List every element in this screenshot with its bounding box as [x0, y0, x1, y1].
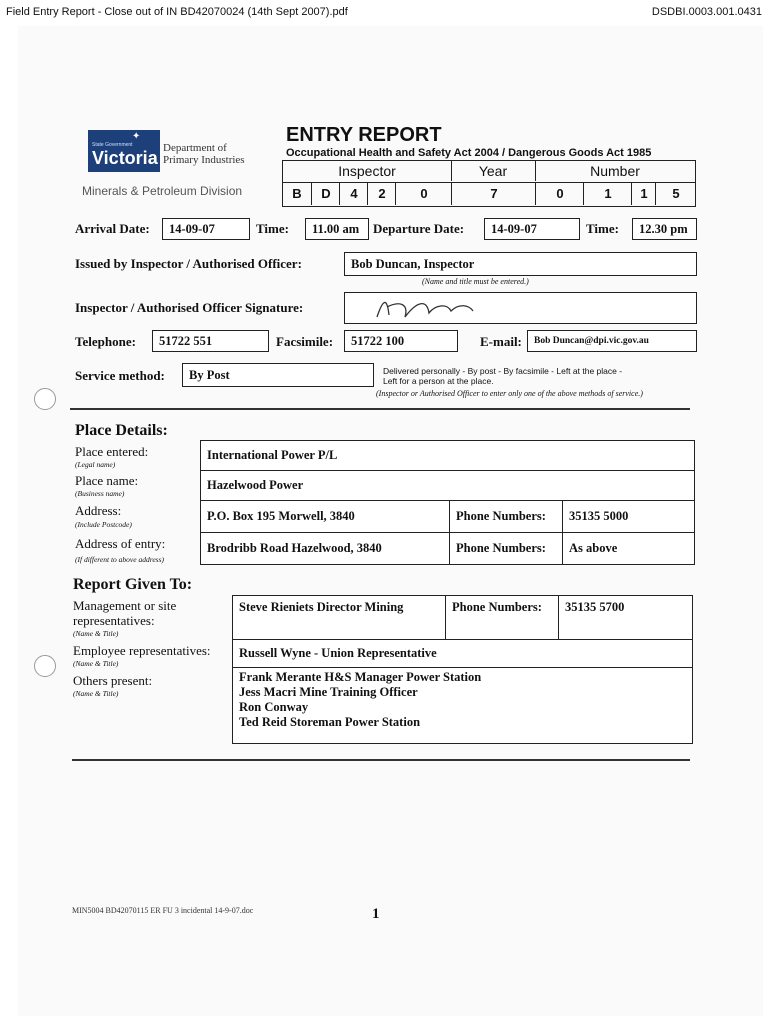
- id-char: 7: [451, 183, 536, 205]
- service-method-label: Service method:: [75, 368, 165, 383]
- others-present-item: Ted Reid Storeman Power Station: [239, 715, 421, 729]
- telephone-label: Telephone:: [75, 334, 136, 349]
- id-char: D: [311, 183, 340, 205]
- service-method-options-2: Left for a person at the place.: [383, 376, 494, 386]
- departure-time-label: Time:: [586, 221, 619, 236]
- others-present-value[interactable]: [233, 668, 693, 744]
- service-method-field[interactable]: By Post: [182, 363, 374, 387]
- entry-phone-value[interactable]: As above: [563, 533, 695, 565]
- place-details-heading: Place Details:: [75, 422, 168, 439]
- departure-time-field[interactable]: 12.30 pm: [632, 218, 697, 240]
- place-name-value[interactable]: Hazelwood Power: [201, 471, 695, 501]
- place-entered-value[interactable]: International Power P/L: [201, 441, 695, 471]
- address-label: Address:: [75, 503, 122, 518]
- address-of-entry-value[interactable]: Brodribb Road Hazelwood, 3840: [201, 533, 450, 565]
- place-name-note: (Business name): [75, 489, 125, 498]
- email-field[interactable]: Bob Duncan@dpi.vic.gov.au: [527, 330, 697, 352]
- punch-hole: [34, 655, 56, 677]
- punch-hole: [34, 388, 56, 410]
- id-char: 0: [395, 183, 452, 205]
- division-name: Minerals & Petroleum Division: [82, 184, 243, 198]
- issued-by-note: (Name and title must be entered.): [422, 277, 529, 286]
- document-id: DSDBI.0003.001.0431: [651, 6, 762, 18]
- employee-rep-label: Employee representatives:: [73, 643, 211, 658]
- id-char: 4: [339, 183, 368, 205]
- others-present-item: Ron Conway: [239, 700, 309, 714]
- others-present-label: Others present:: [73, 673, 153, 688]
- arrival-time-field[interactable]: 11.00 am: [305, 218, 369, 240]
- logo-word: Victoria: [92, 148, 158, 168]
- department-line-2: Primary Industries: [163, 154, 245, 166]
- address-phone-value[interactable]: 35135 5000: [563, 501, 695, 533]
- others-present-item: Jess Macri Mine Training Officer: [239, 685, 418, 699]
- telephone-field[interactable]: 51722 551: [152, 330, 269, 352]
- others-present-note: (Name & Title): [73, 689, 119, 698]
- departure-date-label: Departure Date:: [373, 221, 465, 236]
- management-value[interactable]: Steve Rieniets Director Mining: [233, 596, 446, 640]
- section-divider: [72, 759, 690, 761]
- number-header: Number: [590, 163, 640, 179]
- report-given-to-heading: Report Given To:: [73, 576, 193, 593]
- logo-state-government: State Government: [92, 142, 133, 148]
- address-of-entry-note: (If different to above address): [75, 555, 165, 564]
- departure-date-field[interactable]: 14-09-07: [484, 218, 580, 240]
- place-name-label: Place name:: [75, 473, 139, 488]
- place-details-table: [200, 440, 695, 565]
- arrival-time-label: Time:: [256, 221, 289, 236]
- place-entered-note: (Legal name): [75, 460, 116, 469]
- id-char: 1: [631, 183, 656, 205]
- act-reference: Occupational Health and Safety Act 2004 / Dangerous Goods Act 1985: [286, 147, 652, 159]
- footer-reference: MIN5004 BD42070115 ER FU 3 incidental 14-9-07.doc: [72, 906, 254, 915]
- employee-rep-value[interactable]: Russell Wyne - Union Representative: [233, 640, 693, 668]
- signature-field[interactable]: [344, 292, 697, 324]
- department-line-1: Department of: [163, 142, 227, 154]
- year-header: Year: [451, 161, 536, 181]
- report-given-to-table: [232, 595, 693, 744]
- arrival-date-field[interactable]: 14-09-07: [162, 218, 250, 240]
- place-entered-label: Place entered:: [75, 444, 149, 459]
- management-note: (Name & Title): [73, 629, 119, 638]
- phone-numbers-label: Phone Numbers:: [446, 596, 559, 640]
- facsimile-label: Facsimile:: [276, 334, 334, 349]
- address-note: (Include Postcode): [75, 520, 132, 529]
- star-icon: ✦: [132, 131, 141, 142]
- file-title: Field Entry Report - Close out of IN BD42070024 (14th Sept 2007).pdf: [6, 6, 348, 18]
- address-of-entry-label: Address of entry:: [75, 536, 166, 551]
- issued-by-field[interactable]: Bob Duncan, Inspector: [344, 252, 697, 276]
- others-present-item: Frank Merante H&S Manager Power Station: [239, 670, 482, 684]
- report-title: ENTRY REPORT: [286, 124, 442, 146]
- email-label: E-mail:: [480, 334, 522, 349]
- management-label: Management or site: [73, 598, 177, 613]
- arrival-date-label: Arrival Date:: [75, 221, 150, 236]
- management-phone-value[interactable]: 35135 5700: [559, 596, 693, 640]
- inspector-header: Inspector: [283, 161, 452, 181]
- management-label-2: representatives:: [73, 613, 155, 628]
- report-id-grid: [282, 160, 696, 207]
- signature-label: Inspector / Authorised Officer Signature:: [75, 300, 304, 315]
- id-char: 0: [535, 183, 584, 205]
- service-method-instruction: (Inspector or Authorised Officer to enter only one of the above methods of service.): [376, 389, 643, 398]
- issued-by-label: Issued by Inspector / Authorised Officer:: [75, 256, 302, 271]
- facsimile-field[interactable]: 51722 100: [344, 330, 458, 352]
- phone-numbers-label: Phone Numbers:: [450, 501, 563, 533]
- page-number: 1: [372, 906, 380, 922]
- section-divider: [70, 408, 690, 410]
- employee-rep-note: (Name & Title): [73, 659, 119, 668]
- address-value[interactable]: P.O. Box 195 Morwell, 3840: [201, 501, 450, 533]
- id-char: 2: [367, 183, 396, 205]
- id-char: B: [292, 186, 302, 201]
- id-char: 5: [655, 183, 696, 205]
- service-method-options: Delivered personally - By post - By facsimile - Left at the place -: [383, 366, 623, 376]
- id-char: 1: [583, 183, 632, 205]
- department-name: [163, 142, 245, 166]
- signature-image: [369, 293, 489, 323]
- phone-numbers-label: Phone Numbers:: [450, 533, 563, 565]
